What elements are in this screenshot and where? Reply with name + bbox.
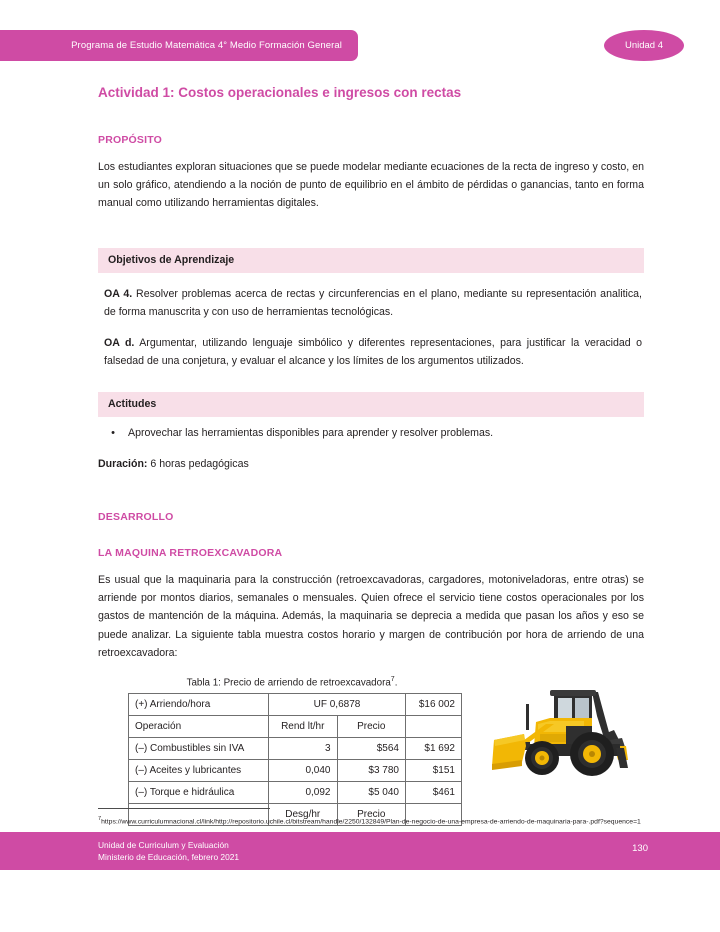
backhoe-loader-image: [480, 684, 655, 784]
unit-badge-label: Unidad 4: [624, 40, 664, 51]
objetivo-code-oa4: OA 4.: [104, 288, 133, 301]
duracion-label: Duración:: [98, 458, 148, 471]
bullet-icon: •: [111, 427, 115, 440]
desarrollo-heading: DESARROLLO: [98, 510, 174, 523]
cell-mid: 3: [269, 738, 338, 760]
proposito-heading: PROPÓSITO: [98, 133, 163, 146]
objetivo-text-oa4: Resolver problemas acerca de rectas y circunferencias en el plano, mediante su representación analitica, de forma manuscrita y con uso de herramientas tecnológicas.: [104, 288, 642, 319]
objetivo-item-oa4: [98, 285, 644, 321]
cell-label: (–) Combustibles sin IVA: [129, 738, 269, 760]
cell-last: $1 692: [406, 738, 462, 760]
cell-price: Precio: [337, 716, 406, 738]
footer-band: [0, 832, 720, 870]
footnote-section: [98, 808, 644, 828]
table-row: [129, 738, 462, 760]
cell-last: $461: [406, 782, 462, 804]
cell-price: $564: [337, 738, 406, 760]
cell-price: Precio: [337, 804, 406, 826]
footnote-text: [98, 815, 644, 828]
table-caption-text: Tabla 1: Precio de arriendo de retroexcavadora: [186, 677, 391, 689]
footnote-url[interactable]: https://www.curriculumnacional.cl/link/http://repositorio.uchile.cl/bitstream/handle/2250/132849/Plan-de-negocio-de-una-empresa-de-arriendo-de-maquinaria-para-.pdf?sequence=1: [101, 818, 641, 826]
table-row: [129, 760, 462, 782]
actitudes-list-item: [98, 425, 644, 442]
cell-price: $3 780: [337, 760, 406, 782]
objetivo-item-oad: [98, 334, 644, 370]
objetivos-box-header: Objetivos de Aprendizaje: [98, 248, 644, 273]
page-number: 130: [632, 843, 648, 854]
cell-label: (–) Torque e hidráulica: [129, 782, 269, 804]
cell-mid: Desg/hr: [269, 804, 338, 826]
proposito-paragraph: Los estudiantes exploran situaciones que se puede modelar mediante ecuaciones de la recta de ingreso y costo, en un solo gráfico, atendiendo a la noción de punto de equilibrio en el ámbito de pérdidas o ganancias, tanto en forma manual como utilizando herramientas digitales.: [98, 160, 644, 209]
page-title: Actividad 1: Costos operacionales e ingresos con rectas: [98, 85, 462, 100]
cell-mid: 0,092: [269, 782, 338, 804]
table-caption-footnote-marker: 7: [390, 676, 395, 684]
objetivo-code-oad: OA d.: [104, 336, 135, 349]
cell-price: $5 040: [337, 782, 406, 804]
cell-last: [406, 716, 462, 738]
cell-last: $151: [406, 760, 462, 782]
table-caption-suffix: .: [394, 677, 398, 689]
table-row: [129, 694, 462, 716]
cell-label: (+) Arriendo/hora: [129, 694, 269, 716]
objetivo-text-oad: Argumentar, utilizando lenguaje simbólico y diferentes representaciones, para justificar la veracidad o falsedad de una conjetura, y evaluar el alcance y los límites de los argumentos utilizados.: [104, 336, 643, 367]
cell-span-value: UF 0,6878: [269, 694, 406, 716]
duracion-value: 6 horas pedagógicas: [147, 458, 249, 471]
actitudes-box-header: Actitudes: [98, 392, 644, 417]
footnote-divider: [98, 808, 270, 809]
table-caption: [98, 676, 458, 688]
page-content: [98, 84, 644, 826]
cell-label: (–) Aceites y lubricantes: [129, 760, 269, 782]
cell-mid: Rend lt/hr: [269, 716, 338, 738]
table-row: [129, 716, 462, 738]
table-section: [98, 676, 644, 826]
footer-attribution: [98, 839, 239, 863]
footnote-marker: 7: [98, 816, 102, 822]
price-table: [128, 693, 462, 826]
footer-line-1: Unidad de Curriculum y Evaluación: [98, 840, 229, 850]
cell-last: $16 002: [406, 694, 462, 716]
table-row: [129, 782, 462, 804]
footer-line-2: Ministerio de Educación, febrero 2021: [98, 852, 240, 863]
cell-label: Operación: [129, 716, 269, 738]
desarrollo-subtitle: LA MAQUINA RETROEXCAVADORA: [98, 546, 283, 559]
header-band: [0, 30, 358, 61]
cell-mid: 0,040: [269, 760, 338, 782]
actitudes-item-text: Aprovechar las herramientas disponibles para aprender y resolver problemas.: [128, 427, 494, 440]
desarrollo-paragraph: Es usual que la maquinaria para la construcción (retroexcavadoras, cargadores, motoniveladoras, entre otras) se arriende por montos diarios, semanales o mensuales. Quien ofrece el servicio tiene costos operacionales por los gastos de mantención de la máquina. Además, la maquinaria se deprecia a medida que pasan los años y eso se puede analizar. La siguiente tabla muestra costos horario y margen de contribución por hora de arriendo de una retroexcavadora:: [98, 573, 644, 659]
unit-badge: [604, 30, 684, 61]
header-band-title: Programa de Estudio Matemática 4° Medio Formación General: [71, 40, 342, 51]
duracion-line: [98, 456, 644, 473]
